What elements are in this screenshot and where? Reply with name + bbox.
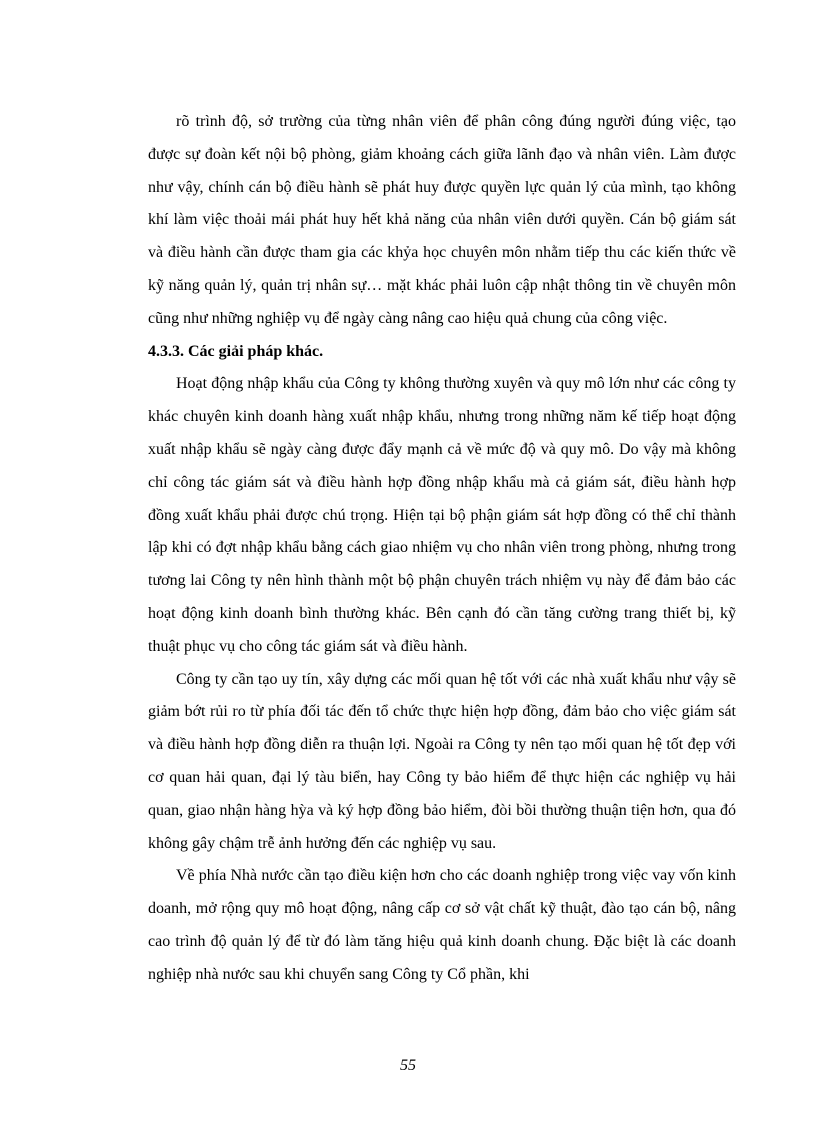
paragraph-continued: rõ trình độ, sở trường của từng nhân viên để phân công đúng người đúng việc, tạo được sự đoàn kết nội bộ phòng, giảm khoảng cách giữa lãnh đạo và nhân viên. Làm được như vậy, chính cán bộ điều hành sẽ phát huy được quyền lực quản lý của mình, tạo không khí làm việc thoải mái phát huy hết khả năng của nhân viên dưới quyền. Cán bộ giám sát và điều hành cần được tham gia các khỷa học chuyên môn nhằm tiếp thu các kiến thức về kỹ năng quản lý, quản trị nhân sự… mặt khác phải luôn cập nhật thông tin về chuyên môn cũng như những nghiệp vụ để ngày càng nâng cao hiệu quả chung của công việc. xyxy=(148,113,736,327)
paragraph: Công ty cần tạo uy tín, xây dựng các mối quan hệ tốt với các nhà xuất khẩu như vậy sẽ giảm bớt rủi ro từ phía đối tác đến tổ chức thực hiện hợp đồng, đảm bảo cho việc giám sát và điều hành hợp đồng diễn ra thuận lợi. Ngoài ra Công ty nên tạo mối quan hệ tốt đẹp với cơ quan hải quan, đại lý tàu biển, hay Công ty bảo hiểm để thực hiện các nghiệp vụ hải quan, giao nhận hàng hỳa và ký hợp đồng bảo hiểm, đòi bồi thường thuận tiện hơn, qua đó không gây chậm trễ ảnh hưởng đến các nghiệp vụ sau. xyxy=(148,670,736,852)
paragraph: Hoạt động nhập khẩu của Công ty không thường xuyên và quy mô lớn như các công ty khác chuyên kinh doanh hàng xuất nhập khẩu, nhưng trong những năm kế tiếp hoạt động xuất nhập khẩu sẽ ngày càng được đẩy mạnh cả về mức độ và quy mô. Do vậy mà không chỉ công tác giám sát và điều hành hợp đồng nhập khẩu mà cả giám sát, điều hành hợp đồng xuất khẩu phải được chú trọng. Hiện tại bộ phận giám sát hợp đồng có thể chỉ thành lập khi có đợt nhập khẩu bằng cách giao nhiệm vụ cho nhân viên trong phòng, nhưng trong tương lai Công ty nên hình thành một bộ phận chuyên trách nhiệm vụ này để đảm bảo các hoạt động kinh doanh bình thường khác. Bên cạnh đó cần tăng cường trang thiết bị, kỹ thuật phục vụ cho công tác giám sát và điều hành. xyxy=(148,375,736,655)
page-number: 55 xyxy=(400,1057,416,1074)
section-heading: 4.3.3. Các giải pháp khác. xyxy=(148,342,324,360)
body-text xyxy=(148,106,736,992)
paragraph: Về phía Nhà nước cần tạo điều kiện hơn cho các doanh nghiệp trong việc vay vốn kinh doanh, mở rộng quy mô hoạt động, nâng cấp cơ sở vật chất kỹ thuật, đào tạo cán bộ, nâng cao trình độ quản lý để từ đó làm tăng hiệu quả kinh doanh chung. Đặc biệt là các doanh nghiệp nhà nước sau khi chuyển sang Công ty Cổ phần, khi xyxy=(148,867,736,983)
